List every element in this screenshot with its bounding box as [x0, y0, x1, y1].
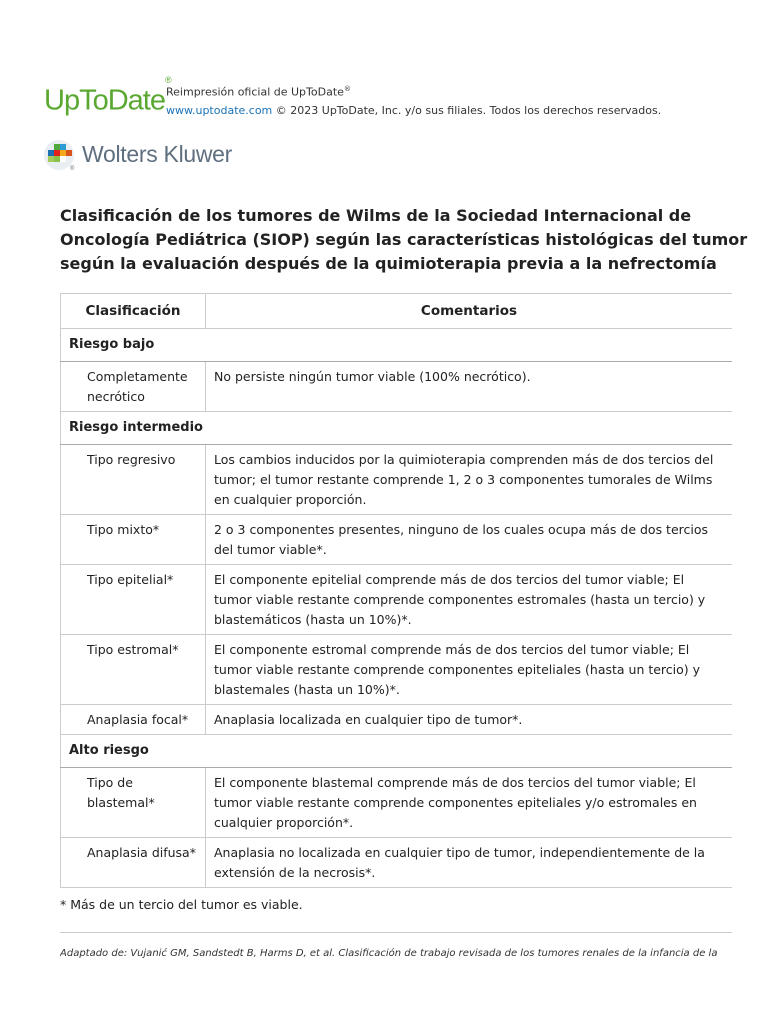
reprint-mark: ® [343, 85, 351, 93]
classification-cell: Anaplasia focal* [61, 705, 206, 735]
group-label: Alto riesgo [61, 735, 733, 768]
source-citation: Adaptado de: Vujanić GM, Sandstedt B, Harms D, et al. Clasificación de trabajo revisada de los tumores renales de la infancia de la [60, 948, 718, 959]
classification-cell: Tipo de blastemal* [61, 768, 206, 838]
comments-cell: Anaplasia no localizada en cualquier tipo de tumor, independientemente de la extensión de la necrosis*. [206, 838, 733, 888]
table-body [61, 329, 733, 888]
comments-cell: 2 o 3 componentes presentes, ninguno de los cuales ocupa más de dos tercios del tumor viable*. [206, 515, 733, 565]
classification-cell: Tipo estromal* [61, 635, 206, 705]
group-row [61, 329, 733, 362]
header-comments: Comentarios [206, 294, 733, 329]
comments-cell: El componente epitelial comprende más de dos tercios del tumor viable; El tumor viable restante comprende componentes estromales (hasta un tercio) y blastemáticos (hasta un 10%)*. [206, 565, 733, 635]
page-title: Clasificación de los tumores de Wilms de la Sociedad Internacional de Oncología Pediátrica (SIOP) según las características histológicas del tumor según la evaluación después de la quimioterapia previa a la nefrectomía [60, 206, 748, 273]
copyright-text: © 2023 UpToDate, Inc. y/o sus filiales. Todos los derechos reservados. [275, 103, 662, 117]
group-row [61, 412, 733, 445]
uptodate-logo-mark: ® [164, 75, 172, 85]
wk-registered-mark: ® [70, 166, 75, 172]
footnote: * Más de un tercio del tumor es viable. [60, 897, 303, 912]
group-row [61, 735, 733, 768]
comments-cell: El componente blastemal comprende más de dos tercios del tumor viable; El tumor viable restante comprende componentes epiteliales y/o estromales en cualquier proporción*. [206, 768, 733, 838]
table-header-row [61, 294, 733, 329]
classification-cell: Anaplasia difusa* [61, 838, 206, 888]
table-row [61, 565, 733, 635]
reprint-notice [166, 80, 661, 120]
table-row [61, 362, 733, 412]
classification-table [60, 293, 732, 888]
uptodate-link[interactable]: www.uptodate.com [166, 103, 273, 117]
table-row [61, 635, 733, 705]
comments-cell: Anaplasia localizada en cualquier tipo de tumor*. [206, 705, 733, 735]
header-classification: Clasificación [61, 294, 206, 329]
comments-cell: Los cambios inducidos por la quimioterapia comprenden más de dos tercios del tumor; el tumor restante comprende 1, 2 o 3 componentes tumorales de Wilms en cualquier proporción. [206, 445, 733, 515]
comments-cell: No persiste ningún tumor viable (100% necrótico). [206, 362, 733, 412]
wolters-kluwer-name: Wolters Kluwer [82, 141, 233, 167]
table-row [61, 445, 733, 515]
reprint-line: Reimpresión oficial de UpToDate [166, 85, 344, 99]
header [44, 75, 764, 118]
classification-cell: Tipo epitelial* [61, 565, 206, 635]
table-row [61, 515, 733, 565]
divider [60, 932, 732, 933]
wolters-kluwer-emblem-icon [44, 140, 76, 172]
table-row [61, 705, 733, 735]
classification-cell: Completamente necrótico [61, 362, 206, 412]
comments-cell: El componente estromal comprende más de dos tercios del tumor viable; El tumor viable restante comprende componentes epiteliales (hasta un tercio) y blastemales (hasta un 10%)*. [206, 635, 733, 705]
uptodate-logo-text: UpToDate [44, 84, 165, 117]
group-label: Riesgo bajo [61, 329, 733, 362]
uptodate-logo[interactable] [44, 75, 172, 117]
classification-cell: Tipo regresivo [61, 445, 206, 515]
table-row [61, 768, 733, 838]
classification-cell: Tipo mixto* [61, 515, 206, 565]
table-row [61, 838, 733, 888]
group-label: Riesgo intermedio [61, 412, 733, 445]
